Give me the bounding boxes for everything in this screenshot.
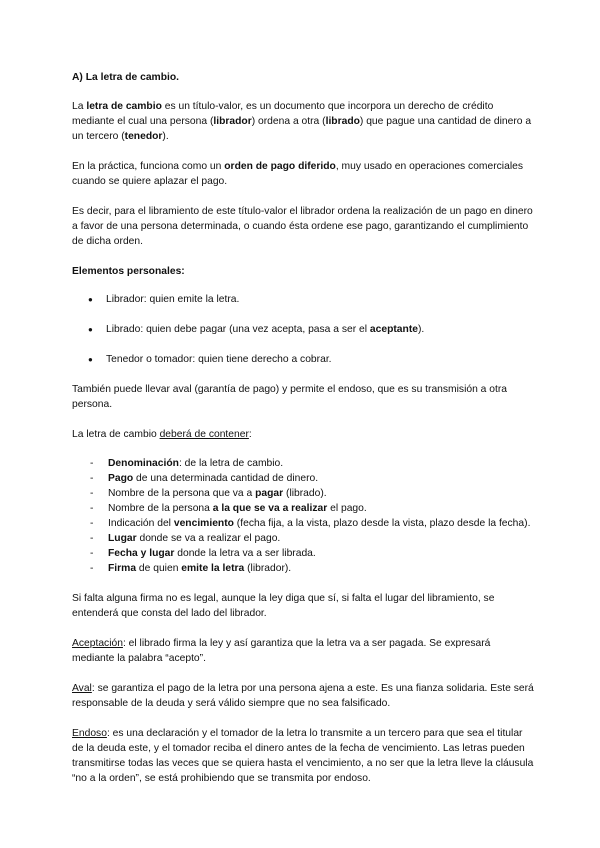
aceptacion-text: : el librado firma la ley y así garantiza que la letra va a ser pagada. Se expresará mediante la palabra “acepto”. (72, 638, 491, 664)
intro-paragraph (72, 99, 534, 144)
document-body (72, 70, 534, 801)
list-item (72, 561, 534, 576)
term-letra-de-cambio: letra de cambio (86, 101, 162, 112)
contents-text: La letra de cambio (72, 429, 160, 440)
intro-text: es un título-valor, es un documento que incorpora un derecho de crédito mediante el cual una persona ( (72, 101, 494, 127)
intro-text: ) ordena a otra ( (251, 116, 326, 127)
list-text: donde la letra va a ser librada. (174, 548, 316, 559)
term-aval: Aval (72, 683, 92, 694)
list-item (72, 471, 534, 486)
list-text: Librado: quien debe pagar (una vez acepta, pasa a ser el (106, 324, 370, 335)
underlined-text: deberá de contener (159, 429, 249, 440)
term-aceptacion: Aceptación (72, 638, 123, 649)
list-item (72, 486, 534, 501)
list-text: (fecha fija, a la vista, plazo desde la vista, plazo desde la fecha). (233, 518, 531, 529)
endoso-text: : es una declaración y el tomador de la letra lo transmite a un tercero para que sea el titular de la deuda este, y el tomador reciba el dinero antes de la fecha de vencimiento. Las letras pueden transmitirse todas las veces que se quiera hasta el vencimiento, a no ser que la letra lleve la cláusula “no a la orden”, se está prohibiendo que se transmita por endoso. (72, 728, 534, 784)
list-text: (librador). (244, 563, 292, 574)
section-title: A) La letra de cambio. (72, 72, 180, 83)
term-aceptante: aceptante (369, 324, 418, 335)
list-text: de quien (136, 563, 182, 574)
contents-intro (72, 427, 534, 442)
list-text: de una determinada cantidad de dinero. (133, 473, 319, 484)
list-text: ). (417, 324, 425, 335)
list-text: : de la letra de cambio. (178, 458, 284, 469)
list-item (72, 456, 534, 471)
personal-elements-list (72, 292, 534, 367)
elements-heading: Elementos personales: (72, 266, 185, 277)
list-text: donde se va a realizar el pago. (136, 533, 281, 544)
list-item (72, 501, 534, 516)
list-text: (librado). (283, 488, 327, 499)
contents-text: : (248, 429, 252, 440)
aval-endoso-paragraph: También puede llevar aval (garantía de pago) y permite el endoso, que es su transmisión a otra persona. (72, 384, 508, 410)
endoso-paragraph (72, 726, 534, 786)
practice-text: En la práctica, funciona como un (72, 161, 225, 172)
intro-text: ) que pague una cantidad de dinero a un tercero ( (72, 116, 532, 142)
contents-list (72, 456, 534, 576)
list-item (72, 516, 534, 531)
term-pagar: pagar (255, 488, 284, 499)
list-text: Nombre de la persona que va a (108, 488, 256, 499)
list-item-librado (72, 322, 534, 337)
intro-text: La (72, 101, 87, 112)
term-endoso: Endoso (72, 728, 107, 739)
explanation-paragraph: Es decir, para el libramiento de este título-valor el librador ordena la realización de un pago en dinero a favor de una persona determinada, o cuando ésta ordene ese pago, garantizando el cumplimiento de dicha orden. (72, 206, 533, 247)
term-fecha-y-lugar: Fecha y lugar (108, 548, 175, 559)
list-item (72, 531, 534, 546)
signature-note: Si falta alguna firma no es legal, aunque la ley diga que sí, si falta el lugar del libramiento, se entenderá que consta del lado del librador. (72, 593, 495, 619)
term-orden-de-pago: orden de pago diferido (224, 161, 336, 172)
term-tenedor: tenedor (124, 131, 163, 142)
list-text: Indicación del (108, 518, 174, 529)
intro-text: ). (162, 131, 169, 142)
aceptacion-paragraph (72, 636, 534, 666)
term-denominacion: Denominación (108, 458, 179, 469)
list-text: el pago. (327, 503, 367, 514)
term-lugar: Lugar (108, 533, 137, 544)
list-text: Nombre de la persona (108, 503, 213, 514)
term-librado: librado (325, 116, 360, 127)
aval-paragraph (72, 681, 534, 711)
term-emite-la-letra: emite la letra (181, 563, 245, 574)
term-realizar: a la que se va a realizar (212, 503, 328, 514)
list-item-librador: ● Librador: quien emite la letra. (72, 292, 534, 307)
list-item (72, 546, 534, 561)
list-item-tenedor: ● Tenedor o tomador: quien tiene derecho a cobrar. (72, 352, 534, 367)
term-librador: librador (213, 116, 252, 127)
practice-text: , muy usado en operaciones comerciales cuando se quiere aplazar el pago. (72, 161, 523, 187)
term-firma: Firma (108, 563, 137, 574)
practice-paragraph (72, 159, 534, 189)
term-pago: Pago (108, 473, 134, 484)
aval-text: : se garantiza el pago de la letra por una persona ajena a este. Es una fianza solidaria. Este será responsable de la deuda y será válido siempre que no sea falsificado. (72, 683, 534, 709)
term-vencimiento: vencimiento (173, 518, 234, 529)
